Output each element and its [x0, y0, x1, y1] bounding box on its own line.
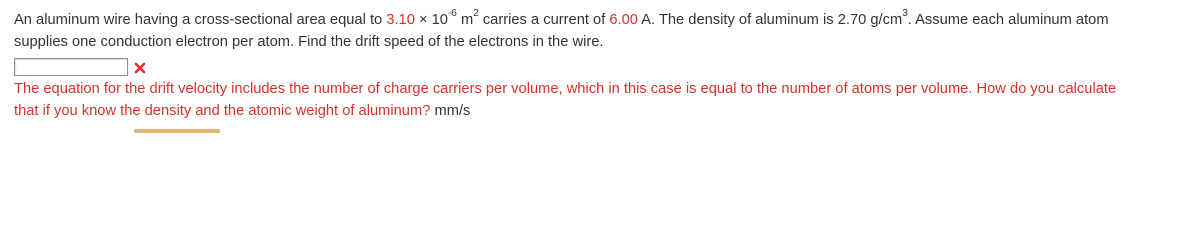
feedback-line-2-text: that if you know the density and the atomic weight of aluminum? [14, 103, 431, 119]
question-text [14, 9, 1200, 53]
area-exponent: -6 [447, 8, 457, 20]
density-exponent: 3 [902, 8, 908, 20]
current-unit-and-density: A. The density of aluminum is 2.70 g/cm [637, 12, 903, 28]
wrong-x-icon [134, 61, 146, 73]
feedback-line-2 [14, 100, 1200, 122]
feedback-line-1: The equation for the drift velocity includes the number of charge carriers per volume, which in this case is equal to the number of atoms per volume. How do you calculate [14, 81, 1117, 97]
area-unit-exponent: 2 [473, 8, 479, 20]
question-line-2: supplies one conduction electron per atom. Find the drift speed of the electrons in the wire. [14, 34, 604, 50]
question-line-1 [14, 9, 1200, 31]
current-value: 6.00 [609, 12, 638, 28]
question-part-1: An aluminum wire having a cross-sectional area equal to [14, 12, 387, 28]
area-value: 3.10 [386, 12, 415, 28]
bottom-tab[interactable] [134, 129, 220, 133]
answer-input[interactable] [14, 58, 128, 76]
times-ten: × 10 [414, 12, 448, 28]
area-unit: m [456, 12, 474, 28]
question-part-3: . Assume each aluminum atom [907, 12, 1109, 28]
answer-unit: mm/s [430, 103, 471, 119]
question-part-2: carries a current of [478, 12, 610, 28]
answer-row [14, 56, 146, 78]
feedback-text [14, 78, 1200, 122]
